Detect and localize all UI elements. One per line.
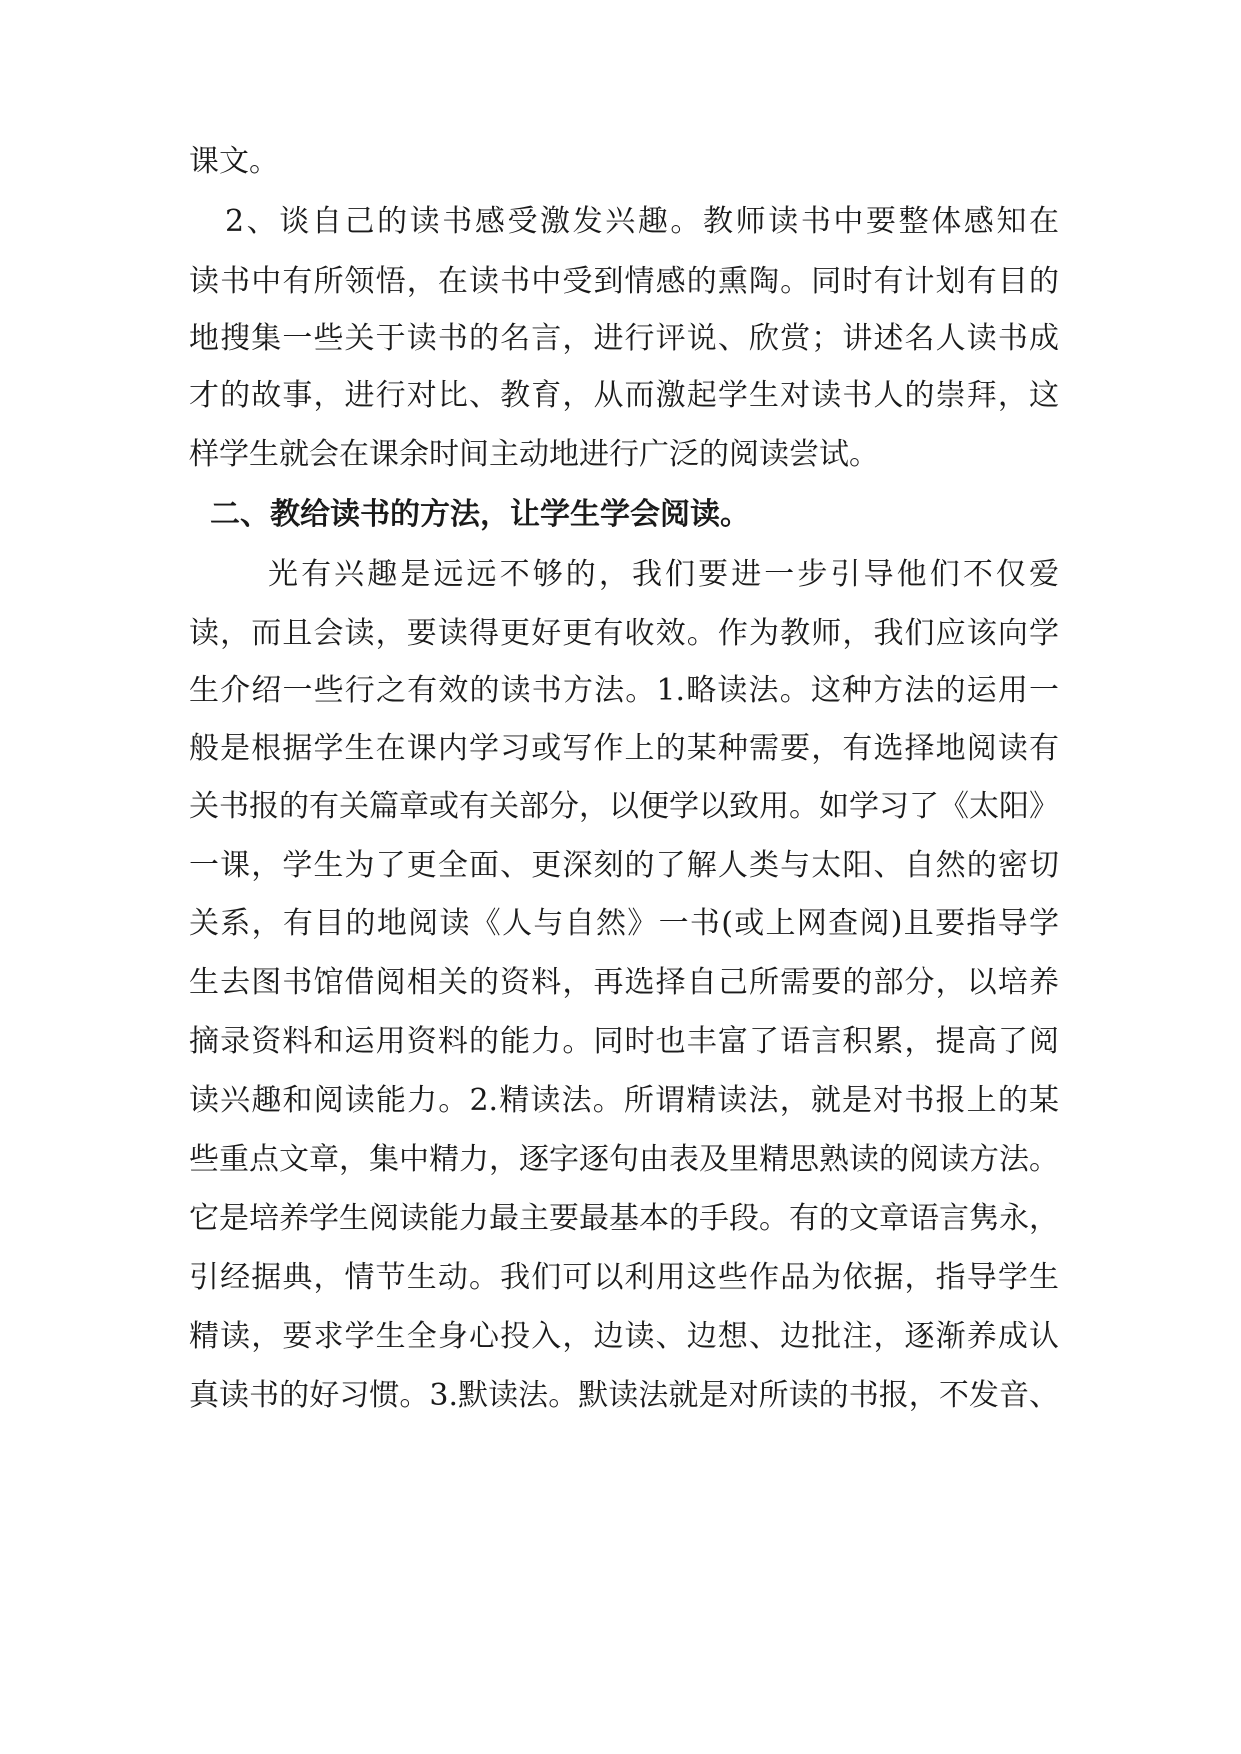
text-line: 2、谈自己的读书感受激发兴趣。教师读书中要整体感知在 [225, 204, 1059, 239]
text-line: 摘录资料和运用资料的能力。同时也丰富了语言积累，提高了阅 [189, 1024, 1059, 1059]
text-line: 般是根据学生在课内学习或写作上的某种需要，有选择地阅读有 [189, 731, 1059, 766]
text-line: 一课，学生为了更全面、更深刻的了解人类与太阳、自然的密切 [189, 848, 1059, 883]
text-line: 地搜集一些关于读书的名言，进行评说、欣赏；讲述名人读书成 [189, 321, 1059, 356]
text-line: 读，而且会读，要读得更好更有收效。作为教师，我们应该向学 [189, 616, 1059, 651]
text-line: 关书报的有关篇章或有关部分，以便学以致用。如学习了《太阳》 [189, 789, 1059, 824]
text-line: 生去图书馆借阅相关的资料，再选择自己所需要的部分，以培养 [189, 965, 1059, 1000]
text-line: 关系，有目的地阅读《人与自然》一书(或上网查阅)且要指导学 [189, 906, 1059, 941]
text-line: 些重点文章，集中精力，逐字逐句由表及里精思熟读的阅读方法。 [189, 1142, 1059, 1177]
text-line: 课文。 [189, 144, 279, 179]
text-line: 引经据典，情节生动。我们可以利用这些作品为依据，指导学生 [189, 1260, 1059, 1295]
text-line: 真读书的好习惯。3.默读法。默读法就是对所读的书报，不发音、 [189, 1378, 1059, 1413]
text-line: 样学生就会在课余时间主动地进行广泛的阅读尝试。 [189, 437, 879, 472]
section-heading: 二、教给读书的方法，让学生学会阅读。 [210, 497, 750, 532]
text-line: 它是培养学生阅读能力最主要最基本的手段。有的文章语言隽永， [189, 1201, 1059, 1236]
text-line: 读书中有所领悟，在读书中受到情感的熏陶。同时有计划有目的 [189, 264, 1059, 299]
text-line: 读兴趣和阅读能力。2.精读法。所谓精读法，就是对书报上的某 [189, 1083, 1059, 1118]
text-line: 才的故事，进行对比、教育，从而激起学生对读书人的崇拜，这 [189, 378, 1059, 413]
text-line: 精读，要求学生全身心投入，边读、边想、边批注，逐渐养成认 [189, 1319, 1059, 1354]
text-line: 光有兴趣是远远不够的，我们要进一步引导他们不仅爱 [268, 557, 1059, 592]
text-line: 生介绍一些行之有效的读书方法。1.略读法。这种方法的运用一 [189, 673, 1059, 708]
